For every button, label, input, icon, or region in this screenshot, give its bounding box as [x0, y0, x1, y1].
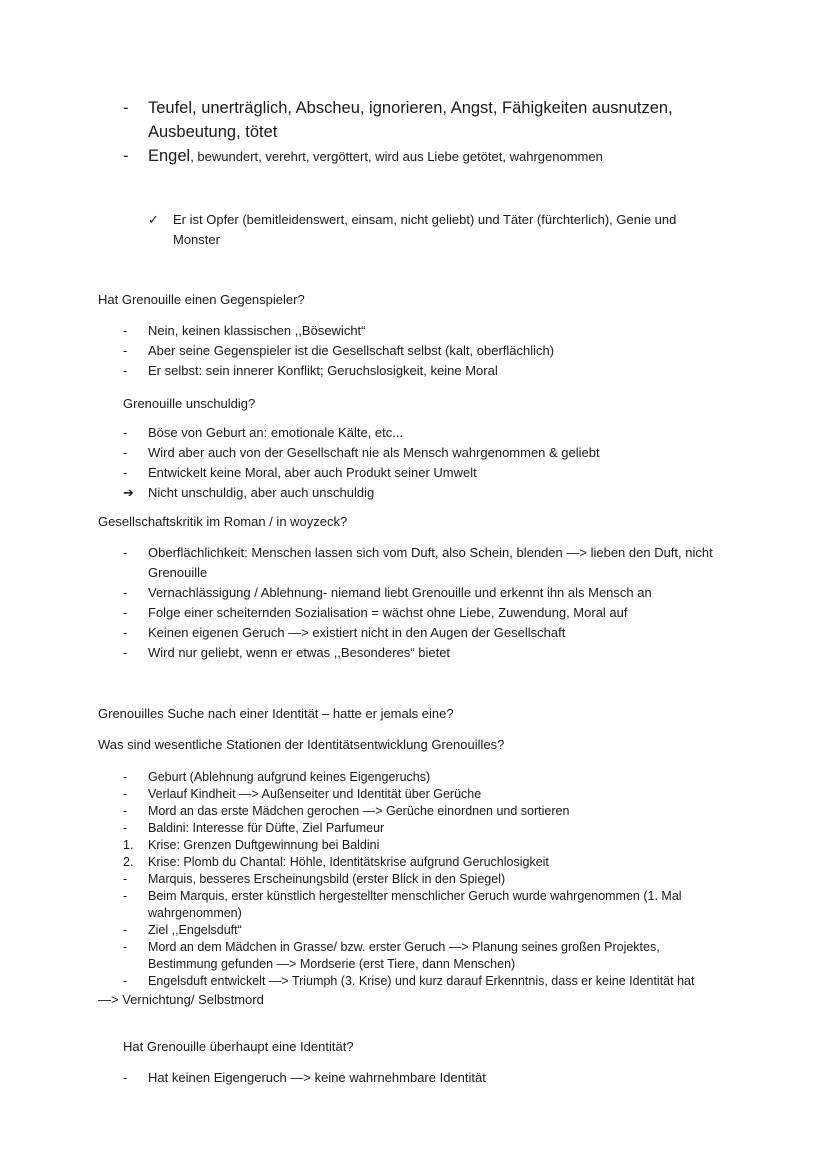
item-lead: Engel — [148, 147, 191, 165]
list-marker: - — [123, 889, 128, 903]
list-marker: - — [123, 625, 128, 640]
list-item — [0, 144, 828, 169]
list-item — [0, 769, 828, 786]
section-heading: Was sind wesentliche Stationen der Identitätsentwicklung Grenouilles? — [98, 737, 505, 752]
checkmark-icon: ✓ — [148, 212, 159, 227]
list-item — [0, 483, 828, 503]
list-marker: - — [123, 323, 128, 338]
list-item — [0, 854, 828, 871]
section-heading: Grenouilles Suche nach einer Identität – hatte er jemals eine? — [98, 706, 454, 721]
item-text: Mord an das erste Mädchen gerochen —> Gerüche einordnen und sortieren — [148, 804, 570, 818]
list-item — [0, 871, 828, 888]
item-text: Marquis, besseres Erscheinungsbild (erster Blick in den Spiegel) — [148, 872, 506, 886]
item-text: Wird nur geliebt, wenn er etwas ,,Besonderes“ bietet — [148, 645, 451, 660]
item-text: Er ist Opfer (bemitleidenswert, einsam, nicht geliebt) und Täter (fürchterlich), Genie und Monster — [173, 212, 677, 247]
list-item — [0, 443, 828, 463]
item-text: Ziel ,,Engelsduft“ — [148, 923, 242, 937]
list-marker: - — [123, 1070, 128, 1085]
item-text: Verlauf Kindheit —> Außenseiter und Identität über Gerüche — [148, 787, 482, 801]
list-item — [0, 1068, 828, 1088]
list-item — [0, 922, 828, 939]
list-item — [0, 341, 828, 361]
list-marker: 1. — [123, 838, 134, 852]
list-marker: - — [123, 343, 128, 358]
list-marker: - — [123, 804, 128, 818]
overflow-line: —> Vernichtung/ Selbstmord — [98, 992, 264, 1007]
arrow-right-icon: ➔ — [123, 485, 134, 500]
list-marker: 2. — [123, 855, 134, 869]
list-item — [0, 603, 828, 623]
list-marker: - — [123, 645, 128, 660]
item-text: Baldini: Interesse für Düfte, Ziel Parfumeur — [148, 821, 385, 835]
list-item — [0, 463, 828, 483]
dash-marker: - — [123, 147, 129, 165]
list-item — [0, 643, 828, 663]
list-marker: - — [123, 787, 128, 801]
list-item — [0, 888, 828, 922]
list-marker: - — [123, 605, 128, 620]
item-text: , bewundert, verehrt, vergöttert, wird aus Liebe getötet, wahrgenommen — [190, 149, 603, 164]
item-text: Teufel, unerträglich, Abscheu, ignorieren, Angst, Fähigkeiten ausnutzen, Ausbeutung, tötet — [148, 99, 673, 141]
list-item — [0, 973, 828, 990]
list-item — [0, 583, 828, 603]
item-text: Engelsduft entwickelt —> Triumph (3. Krise) und kurz darauf Erkenntnis, dass er keine Identität hat — [148, 974, 695, 988]
section-heading: Hat Grenouille einen Gegenspieler? — [98, 292, 305, 307]
list-marker: - — [123, 425, 128, 440]
list-marker: - — [123, 821, 128, 835]
section-heading: Gesellschaftskritik im Roman / in woyzeck? — [98, 514, 348, 529]
item-text: Folge einer scheiternden Sozialisation = wächst ohne Liebe, Zuwendung, Moral auf — [148, 605, 628, 620]
list-item — [0, 96, 828, 144]
intro-list — [0, 96, 828, 169]
list-marker: - — [123, 363, 128, 378]
item-text: Nein, keinen klassischen ,,Bösewicht“ — [148, 323, 366, 338]
list-marker: - — [123, 770, 128, 784]
list-item — [0, 361, 828, 381]
item-text: Er selbst: sein innerer Konflikt; Geruchslosigkeit, keine Moral — [148, 363, 498, 378]
section-heading: Hat Grenouille überhaupt eine Identität? — [123, 1039, 354, 1054]
item-text: Hat keinen Eigengeruch —> keine wahrnehmbare Identität — [148, 1070, 486, 1085]
list-item — [0, 543, 828, 583]
list-marker: - — [123, 872, 128, 886]
item-text: Krise: Plomb du Chantal: Höhle, Identitätskrise aufgrund Geruchlosigkeit — [148, 855, 549, 869]
item-text: Krise: Grenzen Duftgewinnung bei Baldini — [148, 838, 380, 852]
list-marker: - — [123, 585, 128, 600]
item-text: Wird aber auch von der Gesellschaft nie als Mensch wahrgenommen & geliebt — [148, 445, 600, 460]
list-item — [0, 623, 828, 643]
list-marker: - — [123, 465, 128, 480]
item-text: Entwickelt keine Moral, aber auch Produkt seiner Umwelt — [148, 465, 477, 480]
dash-marker: - — [123, 99, 129, 117]
conclusion-item — [0, 210, 828, 250]
list-item — [0, 786, 828, 803]
item-text: Mord an dem Mädchen in Grasse/ bzw. erster Geruch —> Planung seines großen Projektes, Bestimmung gefunden —> Mordserie (erst Tiere, dann Menschen) — [148, 940, 660, 971]
list-marker: - — [123, 445, 128, 460]
item-text: Nicht unschuldig, aber auch unschuldig — [148, 485, 375, 500]
item-text: Oberflächlichkeit: Menschen lassen sich vom Duft, also Schein, blenden —> lieben den Duft, nicht Grenouille — [148, 545, 713, 580]
list-marker: - — [123, 940, 128, 954]
list-item — [0, 803, 828, 820]
list-item — [0, 423, 828, 443]
list-item — [0, 939, 828, 973]
item-text: Böse von Geburt an: emotionale Kälte, etc... — [148, 425, 404, 440]
list-marker: - — [123, 545, 128, 560]
item-text: Beim Marquis, erster künstlich hergestellter menschlicher Geruch wurde wahrgenommen (1. Mal wahrgenommen) — [148, 889, 682, 920]
item-text: Aber seine Gegenspieler ist die Gesellschaft selbst (kalt, oberflächlich) — [148, 343, 555, 358]
list-marker: - — [123, 974, 128, 988]
section-heading: Grenouille unschuldig? — [123, 396, 256, 411]
list-item — [0, 837, 828, 854]
item-text: Vernachlässigung / Ablehnung- niemand liebt Grenouille und erkennt ihn als Mensch an — [148, 585, 652, 600]
item-text: Keinen eigenen Geruch —> existiert nicht in den Augen der Gesellschaft — [148, 625, 566, 640]
list-item — [0, 321, 828, 341]
list-marker: - — [123, 923, 128, 937]
list-item — [0, 820, 828, 837]
item-text: Geburt (Ablehnung aufgrund keines Eigengeruchs) — [148, 770, 431, 784]
